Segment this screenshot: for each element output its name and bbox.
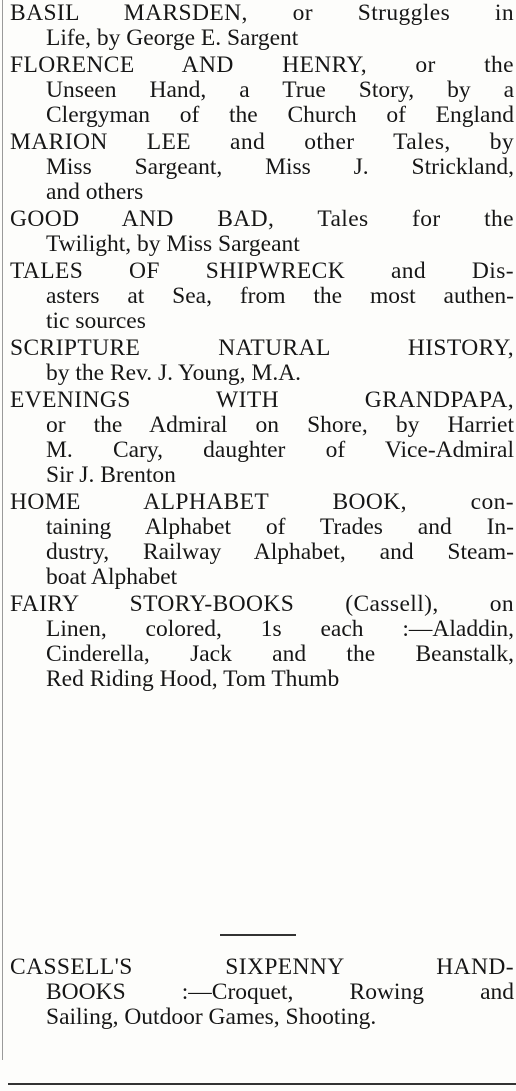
entry-line: dustry, Railway Alphabet, and Steam- <box>46 539 514 565</box>
entry-line: Unseen Hand, a True Story, by a <box>46 77 514 103</box>
entry-line: Red Riding Hood, Tom Thumb <box>46 666 340 692</box>
entry-line: by the Rev. J. Young, M.A. <box>46 360 302 386</box>
book-list <box>10 1 514 694</box>
book-entry <box>10 955 514 1030</box>
entry-line: HOME ALPHABET BOOK, con- <box>10 489 514 515</box>
entry-line: FAIRY STORY-BOOKS (Cassell), on <box>10 591 514 617</box>
entry-line: CASSELL'S SIXPENNY HAND- <box>10 954 514 980</box>
entry-line: tic sources <box>46 308 146 334</box>
entry-line: FLORENCE AND HENRY, or the <box>10 52 514 78</box>
book-entry <box>10 336 514 386</box>
column-end-rule <box>8 1083 516 1085</box>
entry-line: Clergyman of the Church of England <box>46 102 514 128</box>
book-entry <box>10 1 514 51</box>
entry-line: TALES OF SHIPWRECK and Dis- <box>10 258 514 284</box>
entry-line: EVENINGS WITH GRANDPAPA, <box>10 387 514 413</box>
column-left-rule <box>2 0 3 1060</box>
entry-line: Life, by George E. Sargent <box>46 25 299 51</box>
handbook-list <box>10 955 514 1032</box>
book-entry <box>10 130 514 205</box>
entry-line: Linen, colored, 1s each :—Aladdin, <box>46 616 514 642</box>
entry-line: Sir J. Brenton <box>46 462 176 488</box>
entry-line: Cinderella, Jack and the Beanstalk, <box>46 641 514 667</box>
book-entry <box>10 207 514 257</box>
book-entry <box>10 259 514 334</box>
entry-line: Twilight, by Miss Sargeant <box>46 231 300 257</box>
entry-line: taining Alphabet of Trades and In- <box>46 514 514 540</box>
section-divider <box>220 934 296 936</box>
entry-line: GOOD AND BAD, Tales for the <box>10 206 514 232</box>
entry-line: asters at Sea, from the most authen- <box>46 283 514 309</box>
entry-line: BASIL MARSDEN, or Struggles in <box>10 0 514 26</box>
entry-line: or the Admiral on Shore, by Harriet <box>46 412 514 438</box>
entry-line: BOOKS :—Croquet, Rowing and <box>46 979 514 1005</box>
entry-line: Miss Sargeant, Miss J. Strickland, <box>46 154 514 180</box>
book-entry <box>10 53 514 128</box>
entry-line: M. Cary, daughter of Vice-Admiral <box>46 437 514 463</box>
book-entry <box>10 490 514 590</box>
entry-line: MARION LEE and other Tales, by <box>10 129 514 155</box>
entry-line: boat Alphabet <box>46 564 178 590</box>
entry-line: and others <box>46 179 144 205</box>
book-entry <box>10 592 514 692</box>
book-entry <box>10 388 514 488</box>
entry-line: SCRIPTURE NATURAL HISTORY, <box>10 335 514 361</box>
entry-line: Sailing, Outdoor Games, Shooting. <box>46 1004 377 1030</box>
